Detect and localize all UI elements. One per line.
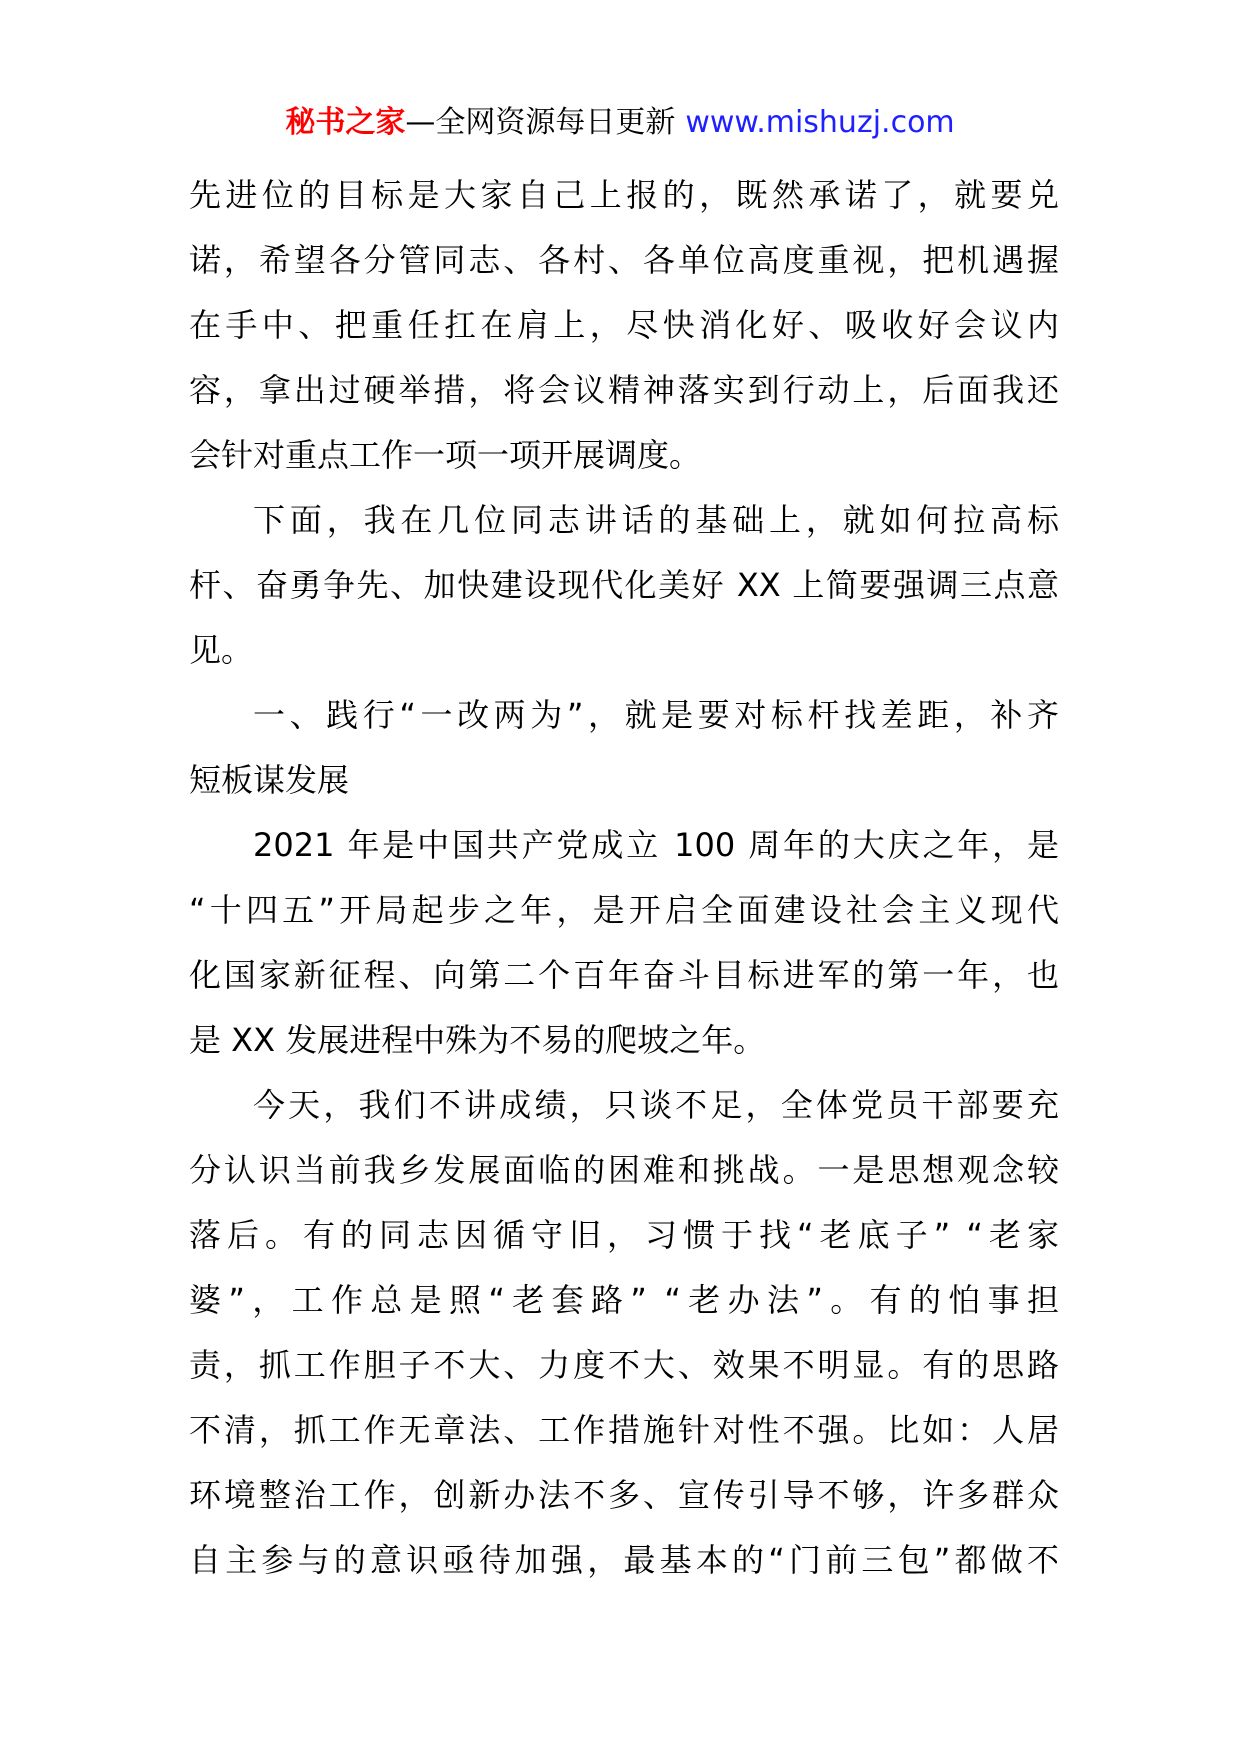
body-line: 落后。有的同志因循守旧，习惯于找“老底子” “老家 <box>189 1216 1059 1254</box>
body-line: 会针对重点工作一项一项开展调度。 <box>189 436 702 474</box>
body-line: 责，抓工作胆子不大、力度不大、效果不明显。有的思路 <box>189 1346 1059 1384</box>
header-tagline: —全网资源每日更新 <box>405 105 676 140</box>
body-line: 下面，我在几位同志讲话的基础上，就如何拉高标 <box>253 501 1059 539</box>
section-heading-line: 一、践行“一改两为”，就是要对标杆找差距，补齐 <box>253 696 1059 734</box>
header-url-link[interactable]: www.mishuzj.com <box>685 105 955 140</box>
body-line: 婆”，工作总是照“老套路” “老办法”。有的怕事担 <box>189 1281 1059 1319</box>
body-line: 容，拿出过硬举措，将会议精神落实到行动上，后面我还 <box>189 371 1059 409</box>
body-line: 先进位的目标是大家自己上报的，既然承诺了，就要兑 <box>189 176 1059 214</box>
body-line: 分认识当前我乡发展面临的困难和挑战。一是思想观念较 <box>189 1151 1059 1189</box>
page-header <box>0 100 1240 146</box>
body-line: 杆、奋勇争先、加快建设现代化美好 XX 上简要强调三点意 <box>189 566 1059 604</box>
body-line: 自主参与的意识亟待加强，最基本的“门前三包”都做不 <box>189 1541 1059 1579</box>
body-line: 见。 <box>189 631 254 669</box>
body-line: 化国家新征程、向第二个百年奋斗目标进军的第一年，也 <box>189 956 1059 994</box>
body-line: 是 XX 发展进程中殊为不易的爬坡之年。 <box>189 1021 766 1059</box>
body-line: 在手中、把重任扛在肩上，尽快消化好、吸收好会议内 <box>189 306 1059 344</box>
body-line: 不清，抓工作无章法、工作措施针对性不强。比如：人居 <box>189 1411 1059 1449</box>
header-brand: 秘书之家 <box>285 105 406 140</box>
body-line: 诺，希望各分管同志、各村、各单位高度重视，把机遇握 <box>189 241 1059 279</box>
document-body <box>189 163 1059 1593</box>
body-line: 今天，我们不讲成绩，只谈不足，全体党员干部要充 <box>253 1086 1059 1124</box>
body-line: 环境整治工作，创新办法不多、宣传引导不够，许多群众 <box>189 1476 1059 1514</box>
body-line: “十四五”开局起步之年，是开启全面建设社会主义现代 <box>189 891 1059 929</box>
body-line: 2021 年是中国共产党成立 100 周年的大庆之年，是 <box>253 826 1059 864</box>
section-heading-line: 短板谋发展 <box>189 761 350 799</box>
